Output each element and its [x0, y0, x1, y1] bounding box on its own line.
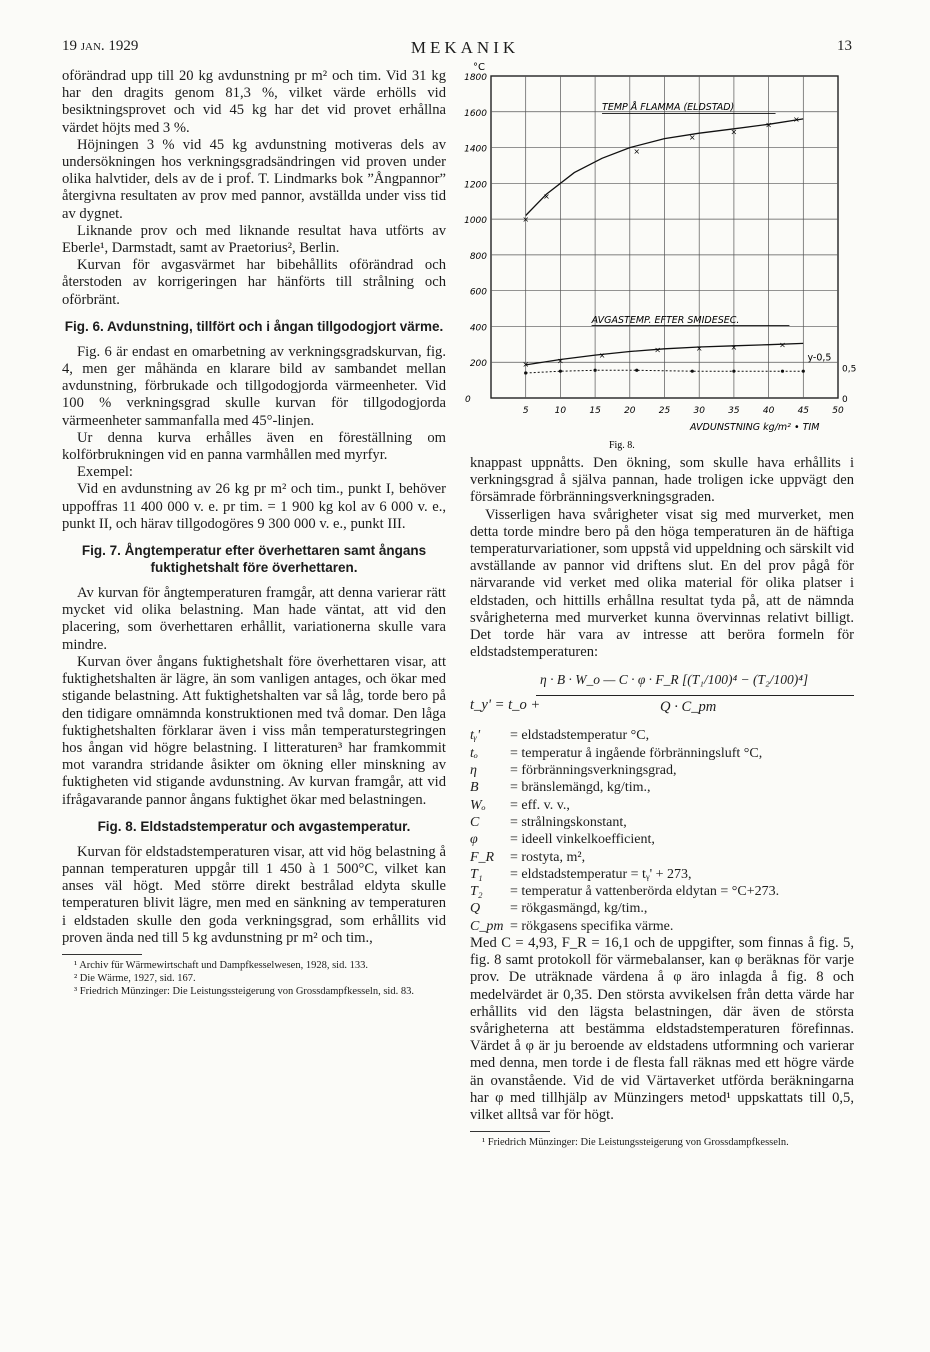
data-point	[732, 370, 735, 373]
paragraph: Fig. 6 är endast en omarbetning av verkningsgradskurvan, fig. 4, men ger måhända en klarare bild av sambandet mellan avdunstning, förbrukade och tillgodogjorda värmeenheter. Vid 100 % verkningsgrad skulle kurvan för tillgodogjorda värmeenheter sammanfalla med 45°-linjen.	[62, 343, 446, 429]
data-point: ×	[793, 114, 800, 124]
x-tick-label: 35	[728, 406, 740, 416]
series-label: AVGASTEMP. EFTER SMIDESEC.	[591, 314, 740, 326]
paragraph: knappast uppnåtts. Den ökning, som skulle hava erhållits i verkningsgrad å själva pannan, hade troligen icke uppvägt den försämrade förbränningsverkningsgraden.	[470, 455, 854, 506]
variable-description: = eldstadstemperatur = tᵧ' + 273,	[510, 866, 692, 882]
furnace-temperature-formula	[470, 665, 854, 725]
variable-row	[470, 918, 854, 935]
fig6-caption: Fig. 6. Avdunstning, tillfört och i ångan tillgodogjort värme.	[64, 318, 444, 334]
variable-row	[470, 745, 854, 762]
variable-list	[470, 727, 854, 935]
data-point: ×	[522, 360, 530, 370]
x-tick-label: 30	[693, 406, 705, 416]
variable-row	[470, 814, 854, 831]
paragraph: Visserligen hava svårigheter visat sig med murverket, men detta torde mindre bero på den höga temperaturen än de häftiga temperaturvariationer, som uppstå vid uppeldning och särskilt vid avställande av pannor vid driftens slut. En del prov pågå för närvarande vid verket med olika material för olika platser i eldstaden, och hittills erhållna resultat tyda på, att de nämnda svårigheterna med murverket kunna övervinnas relativt billigt. Det torde här vara av intresse att beröra formeln för eldstadstemperaturen:	[470, 506, 854, 661]
variable-description: = rökgasens specifika värme.	[510, 918, 674, 934]
fraction-bar	[536, 695, 854, 696]
variable-symbol: Q	[470, 901, 481, 917]
paragraph: Vid en avdunstning av 26 kg pr m² och tim., punkt I, behöver uppoffras 11 400 000 v. e. pr tim. = 1 900 kg kol av 6 000 v. e., punkt II, och härav tillgodogöres 9 300 000 v. e., punkt III.	[62, 481, 446, 532]
x-tick-label: 45	[797, 406, 810, 416]
x-axis-label: AVDUNSTNING kg/m² • TIM	[690, 422, 820, 433]
variable-row	[470, 762, 854, 779]
y-tick-label: 200	[469, 359, 487, 370]
variable-symbol: B	[470, 780, 479, 796]
data-point: ×	[543, 191, 550, 201]
fig8-chart	[446, 58, 886, 453]
data-point: ×	[654, 345, 661, 355]
paragraph: Höjningen 3 % vid 45 kg avdunstning motiveras dels av undersökningen hos verkningsgradsändringen vid proven under olika halvtider, dels av de i prof. T. Lindmarks bok ”Ångpannor” återgivna resultaten av prov med pannor, avställda under viss tid av dygnet.	[62, 136, 446, 222]
variable-description: = temperatur å vattenberörda eldytan = °C+273.	[510, 884, 780, 900]
variable-description: = strålningskonstant,	[510, 814, 627, 830]
variable-description: = bränslemängd, kg/tim.,	[510, 780, 651, 796]
variable-symbol: tᵧ'	[470, 728, 481, 744]
x-tick-label: 50	[832, 406, 844, 416]
x-tick-label: 25	[658, 406, 671, 416]
paragraph: Kurvan för avgasvärmet har bibehållits oförändrad och återstoden av korrigeringen har hänförts till strålning och oförbränt.	[62, 257, 446, 308]
x-tick-label: 10	[554, 406, 567, 416]
data-point	[524, 371, 527, 374]
variable-row	[470, 727, 854, 744]
y-tick-label: 1400	[464, 144, 487, 155]
variable-symbol: tₒ	[470, 745, 478, 761]
variable-description: = rostyta, m²,	[510, 849, 586, 865]
variable-description: = förbränningsverkningsgrad,	[510, 763, 677, 779]
footnote: ¹ Archiv für Wärmewirtschaft und Dampfkesselwesen, 1928, sid. 133.	[74, 959, 368, 971]
x-tick-label: 15	[589, 406, 601, 416]
x-tick-label: 40	[762, 406, 775, 416]
data-point: ×	[522, 215, 530, 225]
variable-symbol: T₁	[470, 866, 483, 882]
y-tick-label: 800	[469, 251, 487, 262]
paragraph: Ur denna kurva erhålles även en föreställning om kolförbrukningen vid en panna varmhållen med myrfyr.	[62, 429, 446, 464]
y-tick-label: 0	[465, 395, 471, 405]
footnotes	[470, 1136, 854, 1149]
data-point	[781, 370, 784, 373]
formula-numerator: η · B · W_o — C · φ · F_R [(T₁/100)⁴ − (T₂/100)⁴]	[540, 672, 809, 688]
variable-symbol: φ	[470, 832, 478, 848]
right-column	[470, 455, 854, 1149]
footnote-rule	[470, 1131, 550, 1132]
fig7-caption: Fig. 7. Ångtemperatur efter överhettaren samt ångans fuktighetshalt före överhettaren.	[81, 543, 427, 576]
right-tick-label: 0	[842, 395, 848, 405]
variable-row	[470, 883, 854, 900]
paragraph: Av kurvan för ångtemperaturen framgår, att denna varierar rätt mycket vid olika belastning. Man hade väntat, att vid den placering, som överhettaren erhållit, variationerna skulle vara mindre.	[62, 585, 446, 653]
y-tick-label: 1000	[464, 216, 487, 227]
data-point: ×	[688, 132, 696, 142]
paragraph: oförändrad upp till 20 kg avdunstning pr m² och tim. Vid 31 kg har den dragits genom 81,3 %, vilket värde erhölls vid besiktningsprovet och vid 45 kg har det vid provet erhållna värdet höjts med 3 %.	[62, 68, 446, 136]
variable-description: = eff. v. v.,	[510, 797, 570, 813]
data-point	[691, 370, 694, 373]
variable-row	[470, 849, 854, 866]
y-tick-label: 1200	[464, 180, 487, 191]
paragraph: Kurvan över ångans fuktighetshalt före överhettaren visar, att fuktighetshalten är lägre, än som vanligen antages, och ökar med stigande belastning. Att fuktighetshalten var så låg, torde bero på den tidigare omnämnda konstruktionen med två domar. Den låga fuktighetshalten förklarar även i viss mån temperaturstegringen hos ångan vid högre belastning. I litteraturen³ har framkommit mot varandra stridande åsikter om ökning eller minskning av fuktigheten vid stigande avdunstning. Av kurvan framgår, att vid ifrågavarande pannor ångans fuktighet ökar med belastningen.	[62, 653, 446, 808]
data-point	[559, 370, 562, 373]
y-tick-label: 400	[469, 323, 487, 334]
variable-description: = ideell vinkelkoefficient,	[510, 832, 655, 848]
annotation: y-0,5	[807, 352, 832, 364]
paragraph: Kurvan för eldstadstemperaturen visar, att vid hög belastning å pannan temperaturen uppgår till 1 450 à 1 500°C, vilket kan anses väl högt. Med större direkt bestrålad eldyta skulle temperaturen blivit lägre, men med en sänkning av temperaturen i eldstaden skulle den goda verkningsgrad, som erhållits vid proven ända ned till 5 kg avdunstning pr m² och tim.,	[62, 843, 446, 946]
variable-description: = temperatur å ingående förbränningsluft °C,	[510, 745, 763, 761]
variable-symbol: C	[470, 814, 480, 830]
journal-title: MEKANIK	[410, 38, 520, 57]
paragraph: Med C = 4,93, F_R = 16,1 och de uppgifter, som finnas å fig. 5, fig. 8 samt protokoll för värmebalanser, kan φ beräknas för varje prov. De uträknade värdena å φ äro inlagda å fig. 8 och medelvärdet är 0,35. Den största avvikelsen från detta värde har erhållits vid den lägsta belastningen, där även de största svårigheterna att bestämma eldstadstemperaturen förefinnas. Värdet å φ är ju beroende av eldstadens utformning och varierar med denna, men torde i de flesta fall räknas med ett högre värde än ovanstående. Vid de vid Värtaverket utförda beräkningarna har φ med tillhjälp av Münzingers metod¹ uppskattats till 0,5, vilket alltså var för högt.	[470, 935, 854, 1124]
variable-row	[470, 866, 854, 883]
figure-caption: Fig. 8.	[608, 440, 635, 451]
x-tick-label: 20	[624, 406, 636, 416]
formula-denominator: Q · C_pm	[660, 699, 717, 716]
y-tick-label: 600	[469, 287, 487, 298]
fig8-caption: Fig. 8. Eldstadstemperatur och avgastemperatur.	[97, 818, 411, 834]
variable-symbol: η	[470, 763, 477, 779]
paragraph: Liknande prov och med liknande resultat hava utförts av Eberle¹, Darmstadt, samt av Praetorius², Berlin.	[62, 222, 446, 257]
variable-symbol: Wₒ	[470, 797, 486, 813]
footnote-rule	[62, 954, 142, 955]
data-point: ×	[730, 127, 738, 137]
variable-symbol: T₂	[470, 884, 483, 900]
variable-row	[470, 779, 854, 796]
paragraph: Exempel:	[77, 464, 133, 481]
variable-row	[470, 797, 854, 814]
x-tick-label: 5	[522, 406, 529, 416]
series-label: TEMP Å FLAMMA (ELDSTAD)	[602, 101, 735, 113]
data-point: ×	[557, 356, 564, 366]
footnote: ² Die Wärme, 1927, sid. 167.	[74, 972, 196, 984]
data-point	[802, 370, 805, 373]
variable-row	[470, 900, 854, 917]
variable-symbol: F_R	[470, 849, 495, 865]
page-number: 13	[837, 38, 852, 54]
footnote: ¹ Friedrich Münzinger: Die Leistungssteigerung von Grossdampfkesseln.	[482, 1137, 789, 1149]
y-axis-label: °C	[473, 62, 485, 73]
header-date: 19 jan. 1929	[62, 38, 139, 54]
y-tick-label: 1600	[464, 108, 487, 119]
data-point	[594, 369, 597, 372]
variable-description: = rökgasmängd, kg/tim.,	[510, 901, 648, 917]
data-point: ×	[779, 340, 786, 350]
right-tick-label: 0,5	[842, 364, 857, 375]
data-point: ×	[765, 120, 772, 130]
y-tick-label: 1800	[464, 73, 487, 83]
data-point: ×	[695, 343, 703, 353]
variable-row	[470, 831, 854, 848]
data-point	[635, 369, 638, 372]
footnotes	[62, 959, 446, 998]
variable-symbol: C_pm	[470, 918, 504, 934]
formula-lhs: t_y' = t_o +	[470, 697, 541, 714]
data-point: ×	[598, 351, 606, 361]
data-point: ×	[730, 343, 738, 353]
footnote: ³ Friedrich Münzinger: Die Leistungssteigerung von Grossdampfkesseln, sid. 83.	[74, 985, 414, 997]
data-point: ×	[633, 147, 641, 157]
variable-description: = eldstadstemperatur °C,	[510, 728, 650, 744]
left-column	[62, 68, 446, 998]
